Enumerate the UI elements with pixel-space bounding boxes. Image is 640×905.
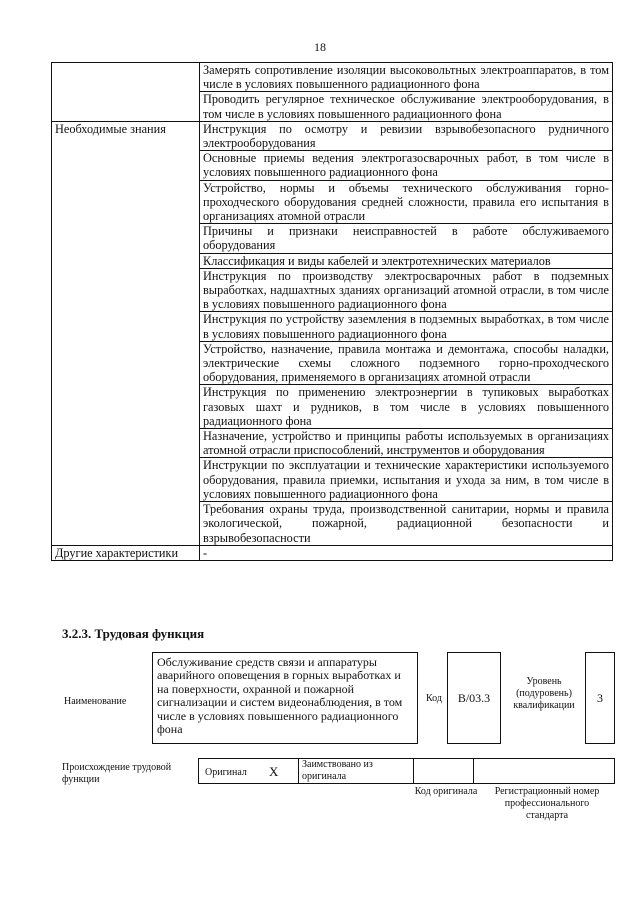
row-label: [52, 63, 200, 92]
row-label: [52, 385, 200, 429]
borrowed-cell: [299, 759, 414, 783]
row-label: [52, 92, 200, 121]
function-name: Обслуживание средств связи и аппаратуры аварийного оповещения в горных выработках и на поверхности, охранной и пожарной сигнализации и систем видеонаблюдения, в том числе в условиях повышенного радиационного фона: [152, 652, 418, 744]
original-cell: [199, 759, 299, 783]
table-row: [52, 502, 613, 546]
table-row: [52, 429, 613, 458]
reg-number-caption: Регистрационный номер профессионального стандарта: [494, 786, 600, 821]
row-content: Инструкция по применению электроэнергии в тупиковых выработках газовых шахт и рудников, в том числе в условиях повышенного радиационного фона: [200, 385, 613, 429]
row-label: [52, 429, 200, 458]
borrowed-label: Заимствовано из оригинала: [302, 759, 373, 782]
row-label: [52, 180, 200, 224]
table-row: [52, 253, 613, 268]
origin-row: [198, 758, 615, 784]
row-content: -: [200, 545, 613, 560]
table-row: [52, 121, 613, 150]
row-content: Инструкция по устройству заземления в подземных выработках, в том числе в условиях повышенного радиационного фона: [200, 312, 613, 341]
table-row: [52, 268, 613, 312]
table-row: [52, 312, 613, 341]
row-label: Другие характеристики: [52, 545, 200, 560]
row-label: Необходимые знания: [52, 121, 200, 150]
section-heading: 3.2.3. Трудовая функция: [62, 626, 205, 641]
table-row: [52, 545, 613, 560]
table-row: [52, 341, 613, 385]
table-row: [52, 92, 613, 121]
original-label: Оригинал: [205, 767, 247, 778]
level-value-text: 3: [597, 690, 603, 705]
name-label: Наименование: [64, 696, 127, 707]
row-label: [52, 502, 200, 546]
row-content: Основные приемы ведения электрогазосварочных работ, в том числе в условиях повышенного радиационного фона: [200, 151, 613, 180]
code-original-cell: [414, 759, 474, 783]
row-content: Замерять сопротивление изоляции высоковольтных электроаппаратов, в том числе в условиях повышенного радиационного фона: [200, 63, 613, 92]
code-value-text: В/03.3: [457, 690, 491, 705]
table-row: [52, 458, 613, 502]
row-label: [52, 341, 200, 385]
origin-label: Происхождение трудовой функции: [62, 762, 172, 785]
row-label: [52, 253, 200, 268]
row-content: Причины и признаки неисправностей в работе обслуживаемого оборудования: [200, 224, 613, 253]
table-row: [52, 224, 613, 253]
table-row: [52, 180, 613, 224]
level-value: [585, 652, 615, 744]
row-content: Инструкция по производству электросварочных работ в подземных выработках, надшахтных зданиях организаций атомной отрасли, в том числе в условиях повышенного радиационного фона: [200, 268, 613, 312]
table-row: [52, 385, 613, 429]
row-label: [52, 224, 200, 253]
knowledge-table: [51, 62, 613, 561]
table-row: [52, 63, 613, 92]
page-number: 18: [314, 40, 326, 54]
row-content: Классификация и виды кабелей и электротехнических материалов: [200, 253, 613, 268]
row-content: Устройство, нормы и объемы технического обслуживания горно-проходческого оборудования средней сложности, правила его испытания в организациях атомной отрасли: [200, 180, 613, 224]
original-mark: X: [269, 764, 279, 779]
row-content: Проводить регулярное техническое обслуживание электрооборудования, в том числе в условиях повышенного радиационного фона: [200, 92, 613, 121]
row-label: [52, 458, 200, 502]
row-label: [52, 312, 200, 341]
row-label: [52, 268, 200, 312]
row-content: Инструкция по осмотру и ревизии взрывобезопасного рудничного электрооборудования: [200, 121, 613, 150]
code-value: [447, 652, 501, 744]
code-original-caption: Код оригинала: [414, 786, 478, 797]
row-label: [52, 151, 200, 180]
level-label: Уровень (подуровень) квалификации: [513, 676, 575, 711]
row-content: Инструкции по эксплуатации и технические характеристики используемого оборудования, правила приемки, испытания и ухода за ним, в том числе в условиях повышенного радиационного фона: [200, 458, 613, 502]
code-label: Код: [426, 693, 442, 704]
table-row: [52, 151, 613, 180]
row-content: Назначение, устройство и принципы работы используемых в организациях атомной отрасли приспособлений, инструментов и оборудования: [200, 429, 613, 458]
row-content: Устройство, назначение, правила монтажа и демонтажа, способы наладки, электрические схемы сложного подземного горно-проходческого оборудования, применяемого в организациях атомной отрасли: [200, 341, 613, 385]
row-content: Требования охраны труда, производственной санитарии, нормы и правила экологической, пожарной, радиационной безопасности и взрывобезопасности: [200, 502, 613, 546]
